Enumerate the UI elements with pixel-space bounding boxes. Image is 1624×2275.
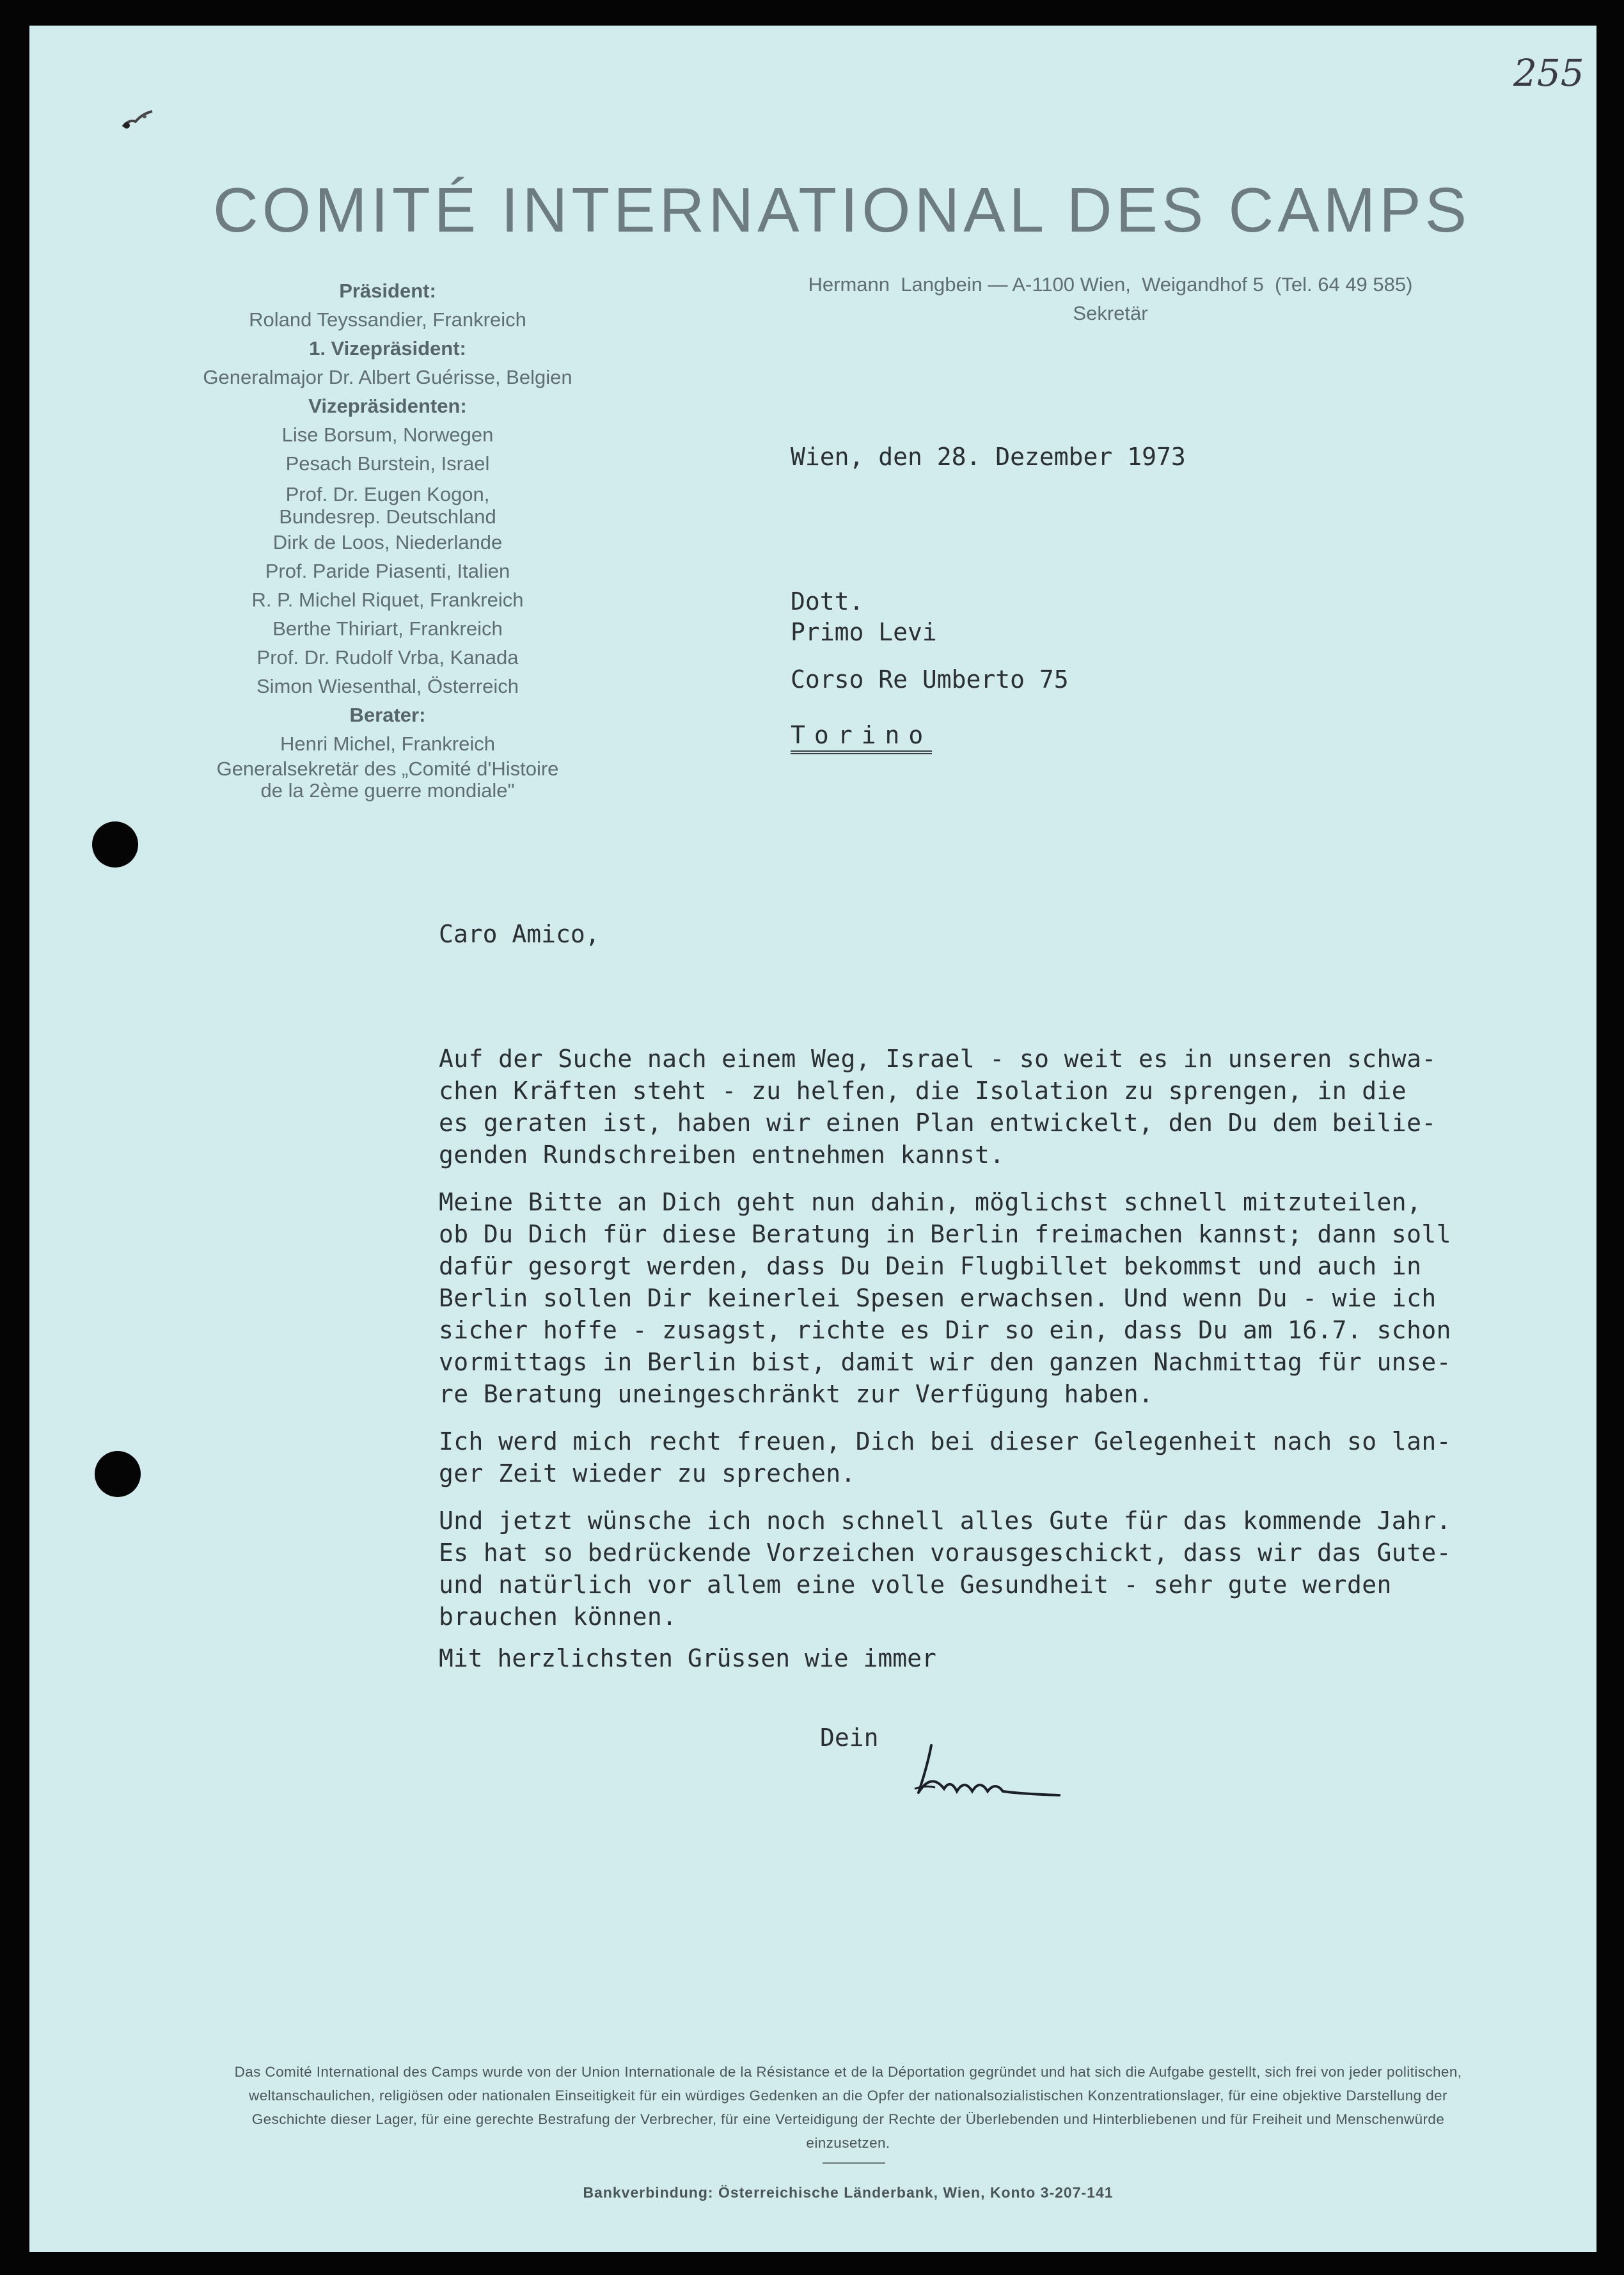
committee-role: Berater: — [349, 704, 426, 726]
committee-member: Generalsekretär des „Comité d'Histoire — [216, 757, 559, 780]
body-paragraph: Meine Bitte an Dich geht nun dahin, möglichst schnell mitzuteilen, ob Du Dich für diese Beratung in Berlin freimachen kannst; dann soll dafür gesorgt werden, dass Du Dein Flugbillet bekommst und auch in Berlin sollen Dir keinerlei Spesen erwachsen. Und wenn Du - wie ich sicher hoffe - zusagst, richte es Dir so ein, dass Du am 16.7. schon vormittags in Berlin bist, damit wir den ganzen Nachmittag für unse- re Beratung uneingeschränkt zur Verfügung haben. — [439, 1188, 1451, 1408]
committee-member: R. P. Michel Riquet, Frankreich — [251, 589, 524, 611]
committee-role: Präsident: — [339, 280, 436, 302]
footer-statement: Das Comité International des Camps wurde von der Union Internationale de la Résistance et de la Déportation gegründet und hat sich die Aufgabe gestellt, sich frei von jeder politischen, weltanschaulichen, religiösen oder nationalen Einseitigkeit für ein würdiges Gedenken an die Opfer der nationalsozialistischen Konzentrationslager, für eine objektive Darstellung der Geschichte dieser Lager, für eine gerechte Bestrafung der Verbrecher, für eine Verteidigung der Rechte der Überlebenden und Hinterbliebenen und für Freiheit und Menschenwürde einzusetzen. — [234, 2064, 1462, 2151]
ink-smudge-icon — [119, 107, 157, 133]
recipient-title: Dott. — [791, 587, 864, 615]
recipient-address — [791, 586, 1069, 759]
committee-member: Lise Borsum, Norwegen — [281, 424, 494, 446]
committee-member: Henri Michel, Frankreich — [280, 733, 495, 755]
committee-role: Vizepräsidenten: — [308, 395, 467, 417]
committee-member: Roland Teyssandier, Frankreich — [249, 308, 526, 331]
committee-member: Berthe Thiriart, Frankreich — [272, 617, 503, 640]
letter-date: Wien, den 28. Dezember 1973 — [791, 443, 1186, 471]
signature-icon — [906, 1734, 1066, 1804]
bank-details: Bankverbindung: Österreichische Länderbank, Wien, Konto 3-207-141 — [583, 2184, 1114, 2201]
secretary-address: Hermann Langbein — A-1100 Wien, Weigandhof 5 (Tel. 64 49 585) — [808, 273, 1413, 296]
body-paragraph: Auf der Suche nach einem Weg, Israel - so weit es in unseren schwa- chen Kräften steht - zu helfen, die Isolation zu sprengen, in die es geraten ist, haben wir einen Plan entwickelt, den Du dem beilie- genden Rundschreiben entnehmen kannst. — [439, 1045, 1437, 1169]
sign-off: Dein — [820, 1724, 879, 1752]
salutation: Caro Amico, — [439, 920, 600, 948]
secretary-title: Sekretär — [1073, 302, 1148, 324]
secretary-block — [746, 270, 1475, 328]
committee-member: Bundesrep. Deutschland — [279, 505, 496, 528]
committee-role: 1. Vizepräsident: — [309, 337, 466, 360]
committee-list — [196, 276, 579, 802]
committee-member: Prof. Paride Piasenti, Italien — [265, 560, 510, 582]
committee-member: Pesach Burstein, Israel — [285, 452, 490, 475]
recipient-street: Corso Re Umberto 75 — [791, 665, 1069, 694]
letter-page — [29, 26, 1596, 2252]
archive-number: 255 — [1513, 51, 1584, 95]
committee-member: Dirk de Loos, Niederlande — [272, 531, 503, 553]
footer-divider — [823, 2162, 885, 2164]
committee-member: Generalmajor Dr. Albert Guérisse, Belgien — [203, 366, 572, 388]
body-paragraph: Ich werd mich recht freuen, Dich bei dieser Gelegenheit nach so lan- ger Zeit wieder zu sprechen. — [439, 1427, 1451, 1487]
letterhead-title: COMITÉ INTERNATIONAL DES CAMPS — [213, 175, 1470, 245]
punch-hole — [92, 821, 138, 868]
committee-member: Prof. Dr. Rudolf Vrba, Kanada — [256, 646, 519, 669]
committee-member: de la 2ème guerre mondiale" — [260, 779, 515, 802]
punch-hole — [95, 1451, 141, 1497]
committee-member: Prof. Dr. Eugen Kogon, — [285, 483, 490, 505]
letter-body — [439, 1043, 1526, 1648]
recipient-city: Torino — [791, 720, 932, 754]
committee-member: Simon Wiesenthal, Österreich — [256, 675, 519, 697]
body-paragraph: Und jetzt wünsche ich noch schnell alles Gute für das kommende Jahr. Es hat so bedrückende Vorzeichen vorausgeschickt, dass wir das Gute- und natürlich vor allem eine volle Gesundheit - sehr gute werden brauchen können. — [439, 1507, 1451, 1631]
recipient-name: Primo Levi — [791, 618, 937, 646]
closing: Mit herzlichsten Grüssen wie immer — [439, 1644, 936, 1672]
